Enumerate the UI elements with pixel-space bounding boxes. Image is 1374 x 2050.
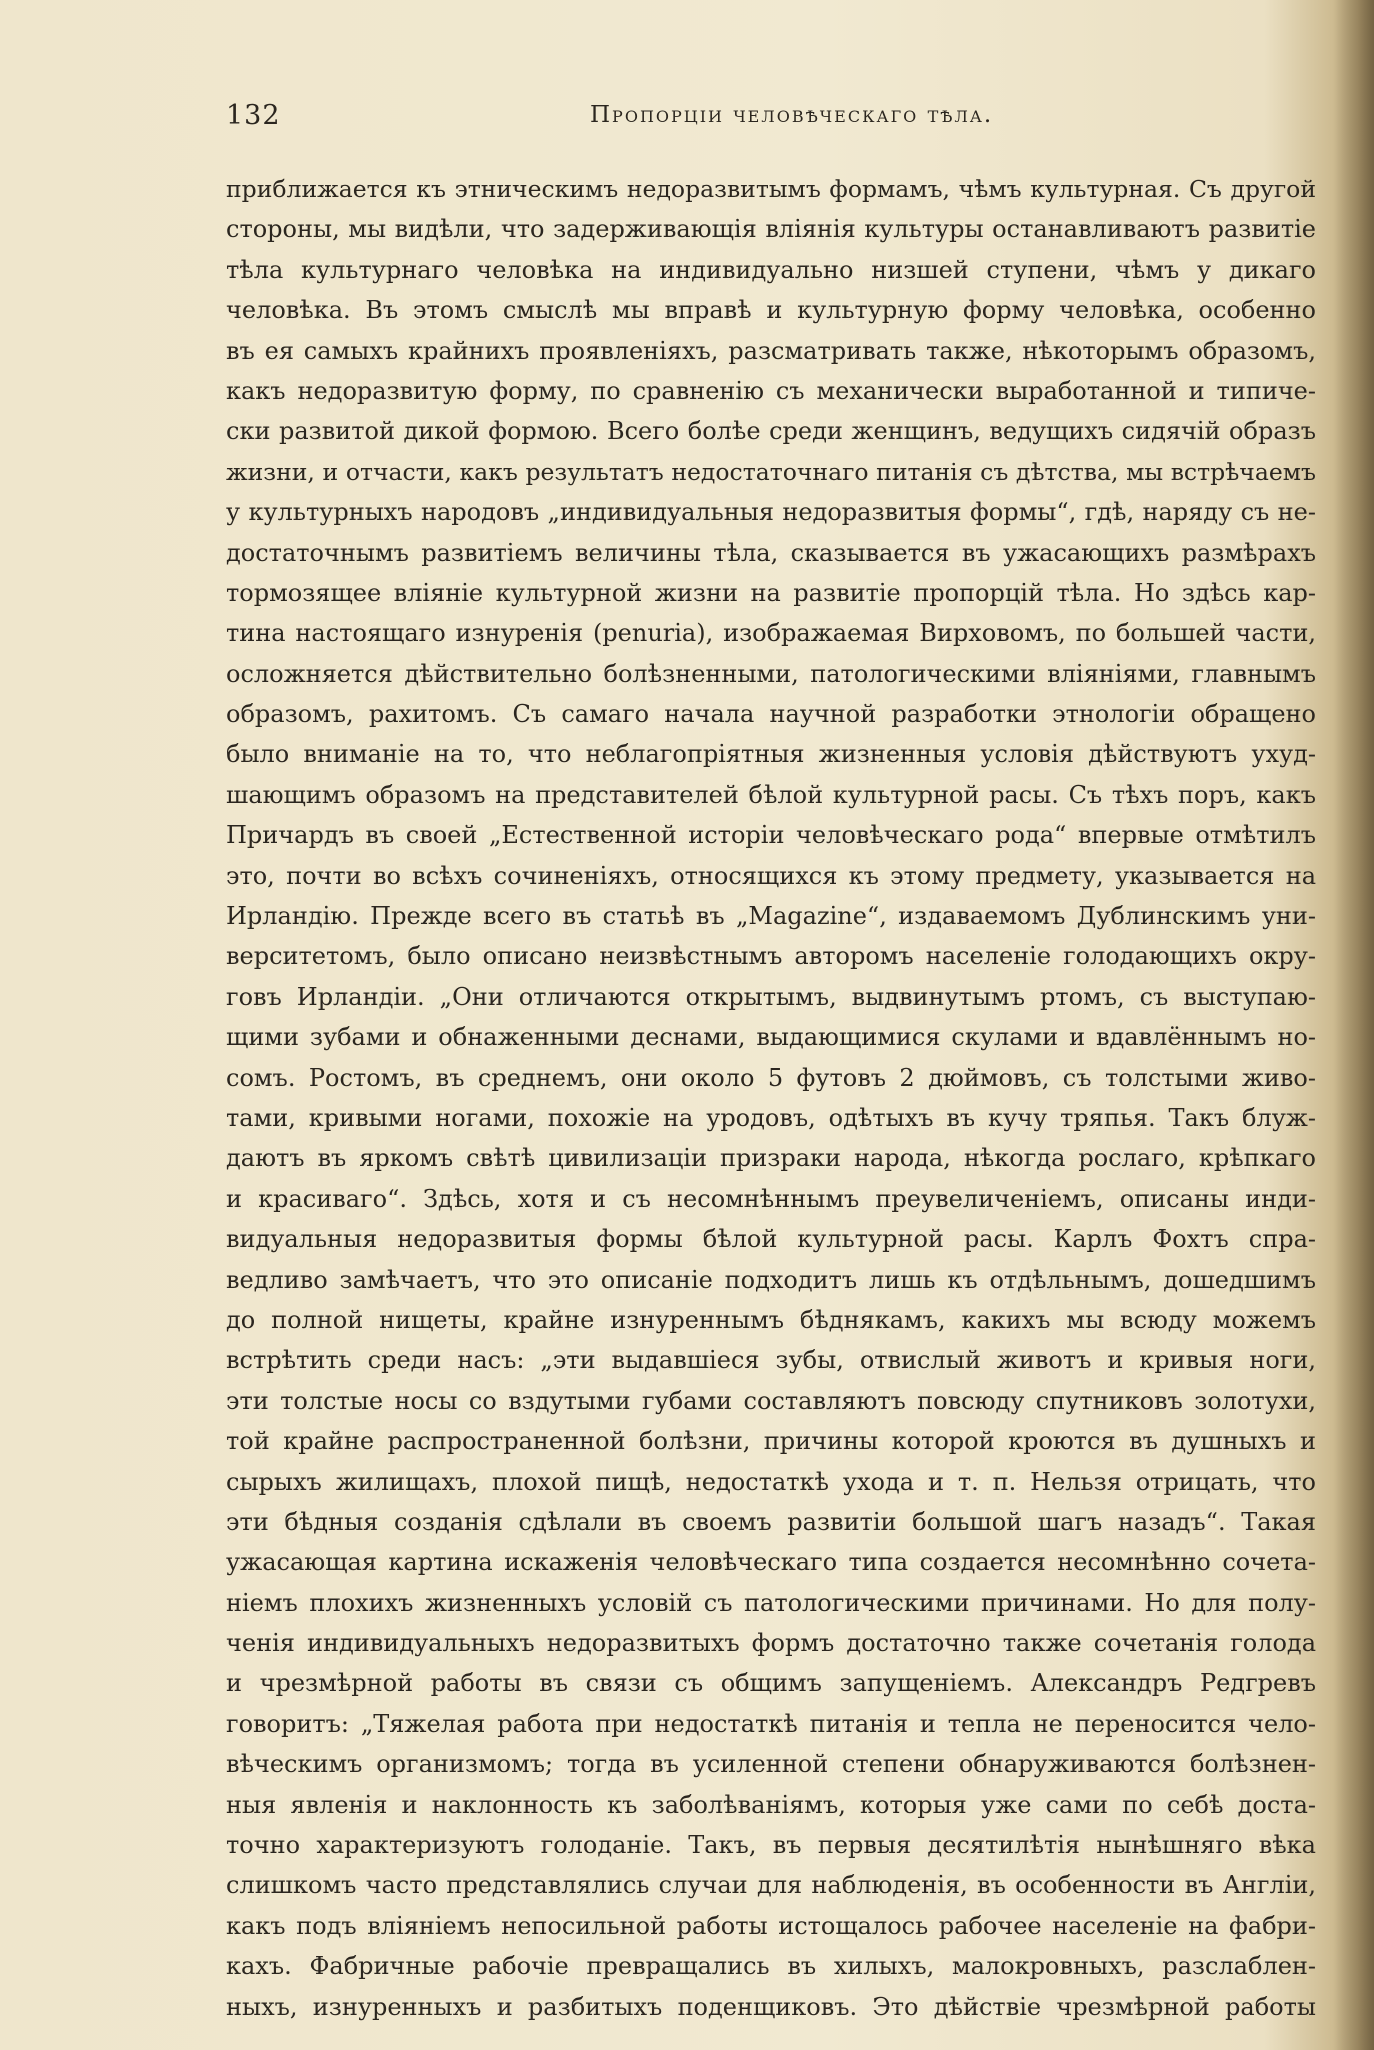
text-line: осложняется дѣйствительно болѣзненными, патологическими вліяніями, главнымъ bbox=[226, 659, 1316, 688]
text-line: ведливо замѣчаетъ, что это описаніе подходитъ лишь къ отдѣльнымъ, дошедшимъ bbox=[226, 1265, 1316, 1294]
text-line: въ ея самыхъ крайнихъ проявленіяхъ, разсматривать также, нѣкоторымъ образомъ, bbox=[226, 336, 1316, 365]
text-line: ніемъ плохихъ жизненныхъ условій съ патологическими причинами. Но для полу- bbox=[226, 1588, 1316, 1617]
text-line: приближается къ этническимъ недоразвитымъ формамъ, чѣмъ культурная. Съ другой bbox=[226, 175, 1316, 203]
text-line: образомъ, рахитомъ. Съ самаго начала научной разработки этнологіи обращено bbox=[226, 700, 1316, 729]
text-line: вѣческимъ организмомъ; тогда въ усиленной степени обнаруживаются болѣзнен- bbox=[226, 1750, 1316, 1779]
text-line: говъ Ирландіи. „Они отличаются открытымъ, выдвинутымъ ртомъ, съ выступаю- bbox=[226, 982, 1316, 1011]
text-line: это, почти во всѣхъ сочиненіяхъ, относящихся къ этому предмету, указывается на bbox=[226, 861, 1316, 890]
text-line: какъ недоразвитую форму, по сравненію съ механически выработанной и типиче- bbox=[226, 376, 1316, 405]
text-line: точно характеризуютъ голоданіе. Такъ, въ первыя десятилѣтія нынѣшняго вѣка bbox=[226, 1831, 1316, 1860]
spine-shadow bbox=[1334, 0, 1374, 2050]
text-line: и красиваго“. Здѣсь, хотя и съ несомнѣннымъ преувеличеніемъ, описаны инди- bbox=[226, 1184, 1316, 1213]
text-line: какъ подъ вліяніемъ непосильной работы истощалось рабочее населеніе на фабри- bbox=[226, 1911, 1316, 1940]
text-line: щими зубами и обнаженными деснами, выдающимися скулами и вдавлённымъ но- bbox=[226, 1023, 1316, 1052]
text-line: тѣла культурнаго человѣка на индивидуально низшей ступени, чѣмъ у дикаго bbox=[226, 255, 1316, 284]
text-line: было вниманіе на то, что неблагопріятныя жизненныя условія дѣйствуютъ ухуд- bbox=[226, 740, 1316, 769]
text-line: даютъ въ яркомъ свѣтѣ цивилизаціи призраки народа, нѣкогда рослаго, крѣпкаго bbox=[226, 1144, 1316, 1173]
text-line: видуальныя недоразвитыя формы бѣлой культурной расы. Карлъ Фохтъ спра- bbox=[226, 1225, 1316, 1254]
text-line: тами, кривыми ногами, похожіе на уродовъ, одѣтыхъ въ кучу тряпья. Такъ блуж- bbox=[226, 1103, 1316, 1132]
text-line: тина настоящаго изнуренія (penuria), изображаемая Вирховомъ, по большей части, bbox=[226, 619, 1316, 648]
text-line: встрѣтить среди насъ: „эти выдавшіеся зубы, отвислый животъ и кривыя ноги, bbox=[226, 1346, 1316, 1375]
page-number: 132 bbox=[226, 100, 281, 131]
text-line: верситетомъ, было описано неизвѣстнымъ авторомъ населеніе голодающихъ окру- bbox=[226, 942, 1316, 971]
text-line: той крайне распространенной болѣзни, причины которой кроются въ душныхъ и bbox=[226, 1427, 1316, 1456]
text-line: говоритъ: „Тяжелая работа при недостаткѣ питанія и тепла не переносится чело- bbox=[226, 1709, 1316, 1738]
text-line: шающимъ образомъ на представителей бѣлой культурной расы. Съ тѣхъ поръ, какъ bbox=[226, 780, 1316, 809]
text-line: до полной нищеты, крайне изнуреннымъ бѣднякамъ, какихъ мы всюду можемъ bbox=[226, 1305, 1316, 1334]
text-line: Ирландію. Прежде всего въ статьѣ въ „Magazine“, издаваемомъ Дублинскимъ уни- bbox=[226, 902, 1316, 931]
text-line: эти толстые носы со вздутыми губами составляютъ повсюду спутниковъ золотухи, bbox=[226, 1386, 1316, 1415]
text-line: Причардъ въ своей „Естественной исторіи человѣческаго рода“ впервые отмѣтилъ bbox=[226, 821, 1316, 850]
text-line: ченія индивидуальныхъ недоразвитыхъ формъ достаточно также сочетанія голода bbox=[226, 1629, 1316, 1658]
text-line: ныя явленія и наклонность къ заболѣваніямъ, которыя уже сами по себѣ доста- bbox=[226, 1790, 1316, 1819]
text-line: слишкомъ часто представлялись случаи для наблюденія, въ особенности въ Англіи, bbox=[226, 1871, 1316, 1900]
text-line: тормозящее вліяніе культурной жизни на развитіе пропорцій тѣла. Но здѣсь кар- bbox=[226, 578, 1316, 607]
page-header bbox=[226, 100, 1316, 140]
text-line: человѣка. Въ этомъ смыслѣ мы вправѣ и культурную форму человѣка, особенно bbox=[226, 296, 1316, 325]
text-line: стороны, мы видѣли, что задерживающія вліянія культуры останавливаютъ развитіе bbox=[226, 215, 1316, 244]
text-line: эти бѣдныя созданія сдѣлали въ своемъ развитіи большой шагъ назадъ“. Такая bbox=[226, 1507, 1316, 1536]
text-line: сырыхъ жилищахъ, плохой пищѣ, недостаткѣ ухода и т. п. Нельзя отрицать, что bbox=[226, 1467, 1316, 1496]
text-line: у культурныхъ народовъ „индивидуальныя недоразвитыя формы“, гдѣ, наряду съ не- bbox=[226, 498, 1316, 527]
text-line: жизни, и отчасти, какъ результатъ недостаточнаго питанія съ дѣтства, мы встрѣчаемъ bbox=[226, 457, 1316, 486]
running-head: Пропорціи человѣческаго тѣла. bbox=[590, 102, 994, 128]
text-line: ныхъ, изнуренныхъ и разбитыхъ поденщиковъ. Это дѣйствіе чрезмѣрной работы bbox=[226, 1992, 1316, 2021]
text-line: ски развитой дикой формою. Всего болѣе среди женщинъ, ведущихъ сидячій образъ bbox=[226, 417, 1316, 446]
body-text bbox=[226, 169, 1316, 2027]
text-line: сомъ. Ростомъ, въ среднемъ, они около 5 футовъ 2 дюймовъ, съ толстыми живо- bbox=[226, 1063, 1316, 1092]
text-line: достаточнымъ развитіемъ величины тѣла, сказывается въ ужасающихъ размѣрахъ bbox=[226, 538, 1316, 567]
text-line: ужасающая картина искаженія человѣческаго типа создается несомнѣнно сочета- bbox=[226, 1548, 1316, 1577]
text-line: кахъ. Фабричные рабочіе превращались въ хилыхъ, малокровныхъ, разслаблен- bbox=[226, 1952, 1316, 1981]
text-line: и чрезмѣрной работы въ связи съ общимъ запущеніемъ. Александръ Редгревъ bbox=[226, 1669, 1316, 1698]
